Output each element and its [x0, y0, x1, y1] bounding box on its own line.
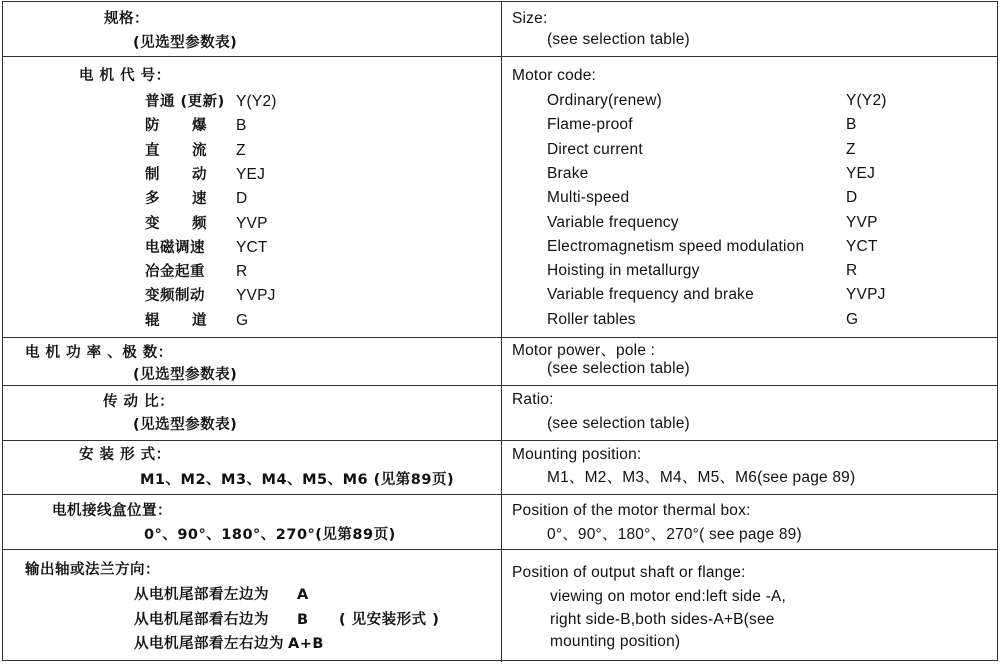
cn-shaft-line2: 从电机尾部看右边为 — [134, 612, 269, 628]
en-motor-code-value: D — [846, 189, 858, 206]
en-motor-code-name: Hoisting in metallurgy — [547, 262, 700, 279]
cn-motor-code-name: 普通 (更新) — [145, 94, 225, 110]
cn-motor-code-name: 直流 — [145, 143, 207, 159]
en-box-value: 0°、90°、180°、270°( see page 89) — [547, 526, 802, 543]
en-mount-title: Mounting position: — [512, 446, 642, 463]
cn-shaft-code3: A+B — [288, 636, 324, 652]
en-motor-code-name: Electromagnetism speed modulation — [547, 238, 805, 255]
en-motor-code-name: Flame-proof — [547, 116, 633, 133]
en-size-title: Size: — [512, 10, 548, 27]
cn-power-note: (见选型参数表) — [133, 367, 238, 383]
en-ratio-title: Ratio: — [512, 391, 554, 408]
en-motor-code-name: Brake — [547, 165, 589, 182]
en-motor-title: Motor code: — [512, 67, 597, 84]
cn-shaft-line1: 从电机尾部看左边为 — [134, 587, 269, 603]
column-divider — [501, 1, 502, 662]
en-motor-code-value: YVPJ — [846, 286, 886, 303]
cn-size-note: (见选型参数表) — [133, 35, 238, 51]
cn-motor-code-name: 变频制动 — [145, 288, 205, 304]
cn-ratio-title: 传 动 比： — [103, 394, 175, 410]
cn-motor-code-value: YCT — [236, 239, 268, 256]
en-ratio-note: (see selection table) — [547, 415, 690, 432]
cn-motor-title: 电 机 代 号： — [79, 68, 171, 84]
row-divider — [2, 385, 998, 386]
row-divider — [2, 337, 998, 338]
cn-motor-code-value: Z — [236, 142, 246, 159]
en-motor-code-value: B — [846, 116, 857, 133]
en-motor-code-value: R — [846, 262, 858, 279]
cn-motor-code-value: Y(Y2) — [236, 93, 277, 110]
en-motor-code-value: YCT — [846, 238, 878, 255]
cn-shaft-title: 输出轴或法兰方向： — [25, 562, 160, 578]
cn-motor-code-name: 冶金起重 — [145, 264, 205, 280]
en-motor-code-value: Y(Y2) — [846, 92, 887, 109]
cn-motor-code-name: 电磁调速 — [145, 240, 205, 256]
cn-motor-code-name: 辊道 — [145, 313, 207, 329]
cn-mount-title: 安 装 形 式： — [79, 447, 171, 463]
cn-shaft-code1: A — [297, 587, 309, 603]
en-motor-code-value: YEJ — [846, 165, 876, 182]
en-motor-code-value: YVP — [846, 214, 878, 231]
en-box-title: Position of the motor thermal box: — [512, 502, 751, 519]
cn-motor-code-value: B — [236, 117, 247, 134]
cn-shaft-note2: ( 见安装形式 ) — [339, 612, 440, 628]
row-divider — [2, 549, 998, 550]
row-divider — [2, 440, 998, 441]
en-motor-code-name: Variable frequency — [547, 214, 679, 231]
cn-box-title: 电机接线盒位置： — [52, 503, 172, 519]
en-motor-code-name: Ordinary(renew) — [547, 92, 662, 109]
cn-motor-code-name: 多速 — [145, 191, 207, 207]
cn-motor-code-name: 防爆 — [145, 118, 207, 134]
en-motor-code-name: Variable frequency and brake — [547, 286, 754, 303]
cn-size-title: 规格： — [104, 11, 149, 27]
en-shaft-line: right side-B,both sides-A+B(see — [550, 611, 775, 628]
en-size-note: (see selection table) — [547, 31, 690, 48]
en-mount-value: M1、M2、M3、M4、M5、M6(see page 89) — [547, 469, 856, 486]
cn-shaft-line3: 从电机尾部看左右边为 — [134, 636, 284, 652]
cn-ratio-note: (见选型参数表) — [133, 417, 238, 433]
row-divider — [2, 494, 998, 495]
en-motor-code-name: Roller tables — [547, 311, 636, 328]
cn-motor-code-name: 变频 — [145, 216, 207, 232]
en-motor-code-value: G — [846, 311, 859, 328]
en-motor-code-name: Direct current — [547, 141, 643, 158]
row-divider — [2, 56, 998, 57]
en-motor-code-value: Z — [846, 141, 856, 158]
cn-motor-code-value: D — [236, 190, 248, 207]
cn-shaft-code2: B — [297, 612, 309, 628]
en-shaft-line: mounting position) — [550, 633, 681, 650]
cn-power-title: 电 机 功 率 、极 数： — [25, 345, 173, 361]
en-power-title: Motor power、pole : — [512, 342, 656, 359]
cn-mount-value: M1、M2、M3、M4、M5、M6 (见第89页) — [140, 472, 455, 488]
en-power-note: (see selection table) — [547, 360, 690, 377]
cn-motor-code-value: YVP — [236, 215, 268, 232]
cn-motor-code-name: 制动 — [145, 167, 207, 183]
cn-motor-code-value: R — [236, 263, 248, 280]
cn-motor-code-value: G — [236, 312, 249, 329]
en-shaft-title: Position of output shaft or flange: — [512, 564, 746, 581]
cn-motor-code-value: YEJ — [236, 166, 266, 183]
cn-box-value: 0°、90°、180°、270°(见第89页) — [144, 527, 396, 543]
cn-motor-code-value: YVPJ — [236, 287, 276, 304]
en-motor-code-name: Multi-speed — [547, 189, 630, 206]
en-shaft-line: viewing on motor end:left side -A, — [550, 588, 786, 605]
